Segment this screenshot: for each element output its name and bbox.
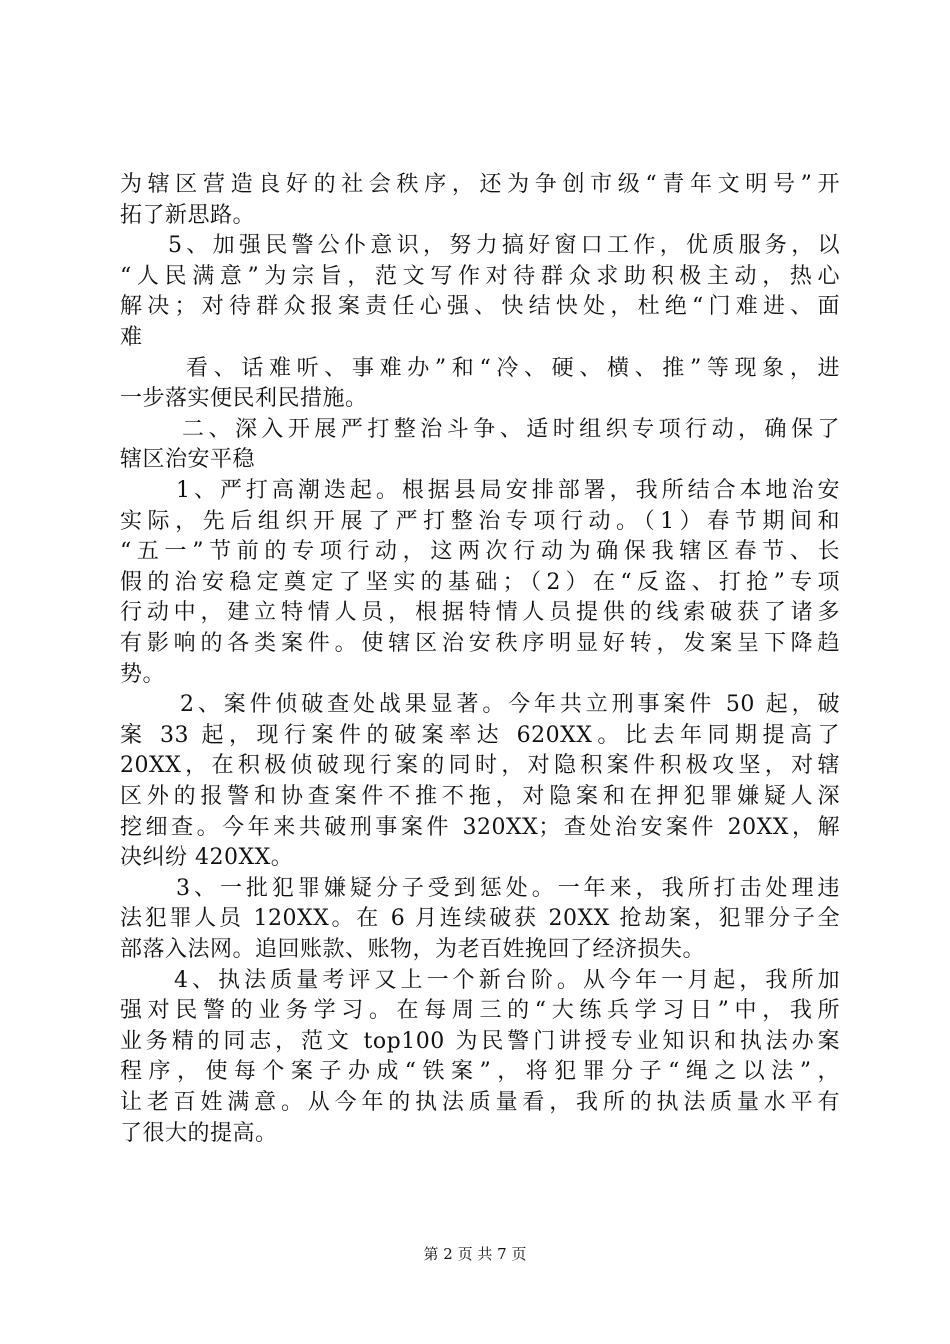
text-line: 二、深入开展严打整治斗争、适时组织专项行动，确保了	[182, 416, 840, 442]
text-line: 20XX，在积极侦破现行案的同时，对隐积案件积极攻坚，对辖	[120, 753, 840, 779]
text-line: 行动中，建立特情人员，根据特情人员提供的线索破获了诸多	[120, 600, 840, 626]
text-line: 让老百姓满意。从今年的执法质量看，我所的执法质量水平有	[120, 1090, 840, 1115]
text-line: 决纠纷 420XX。	[120, 845, 294, 871]
text-line: “五一”节前的专项行动，这两次行动为确保我辖区春节、长	[120, 539, 840, 565]
text-line: 拓了新思路。	[120, 202, 256, 228]
text-line: 辖区治安平稳	[120, 447, 256, 473]
text-line: 5、加强民警公仆意识，努力搞好窗口工作，优质服务，以	[168, 233, 840, 259]
text-line: 3、一批犯罪嫌疑分子受到惩处。一年来，我所打击处理违	[176, 875, 840, 901]
text-line: 区外的报警和协查案件不推不拖，对隐案和在押犯罪嫌疑人深	[120, 784, 840, 809]
text-line: 有影响的各类案件。使辖区治安秩序明显好转，发案呈下降趋	[120, 631, 840, 656]
text-line: 为辖区营造良好的社会秩序，还为争创市级“青年文明号”开	[120, 172, 840, 197]
text-line: 实际，先后组织开展了严打整治专项行动。（1）春节期间和	[120, 508, 840, 534]
text-line: 程序，使每个案子办成“铁案”，将犯罪分子“绳之以法”，	[120, 1059, 840, 1085]
text-line: 一步落实便民利民措施。	[120, 386, 368, 412]
text-line: 案 33 起，现行案件的破案率达 620XX。比去年同期提高了	[120, 722, 840, 748]
text-line: “人民满意”为宗旨，范文写作对待群众求助积极主动，热心	[120, 263, 840, 289]
text-line: 看、话难听、事难办”和“冷、硬、横、推”等现象，进	[186, 355, 840, 381]
text-line: 法犯罪人员 120XX。在 6 月连续破获 20XX 抢劫案，犯罪分子全	[120, 906, 840, 932]
text-line: 了很大的提高。	[120, 1120, 278, 1146]
text-line: 强对民警的业务学习。在每周三的“大练兵学习日”中，我所	[120, 998, 840, 1024]
page-footer: 第 2 页 共 7 页	[423, 1245, 527, 1263]
text-line: 业务精的同志，范文 top100 为民警门讲授专业知识和执法办案	[120, 1028, 840, 1054]
text-line: 2、案件侦破查处战果显著。今年共立刑事案件 50 起，破	[180, 692, 840, 718]
text-line: 部落入法网。追回账款、账物，为老百姓挽回了经济损失。	[120, 937, 706, 962]
text-line: 难	[120, 325, 143, 350]
text-line: 势。	[120, 661, 166, 687]
text-line: 解决；对待群众报案责任心强、快结快处，杜绝“门难进、面	[120, 294, 840, 320]
text-line: 1、严打高潮迭起。根据县局安排部署，我所结合本地治安	[176, 478, 840, 503]
text-line: 假的治安稳定奠定了坚实的基础；（2）在“反盗、打抢”专项	[120, 569, 840, 595]
text-line: 挖细查。今年来共破刑事案件 320XX；查处治安案件 20XX，解	[120, 814, 840, 840]
text-line: 4、执法质量考评又上一个新台阶。从今年一月起，我所加	[174, 967, 840, 993]
